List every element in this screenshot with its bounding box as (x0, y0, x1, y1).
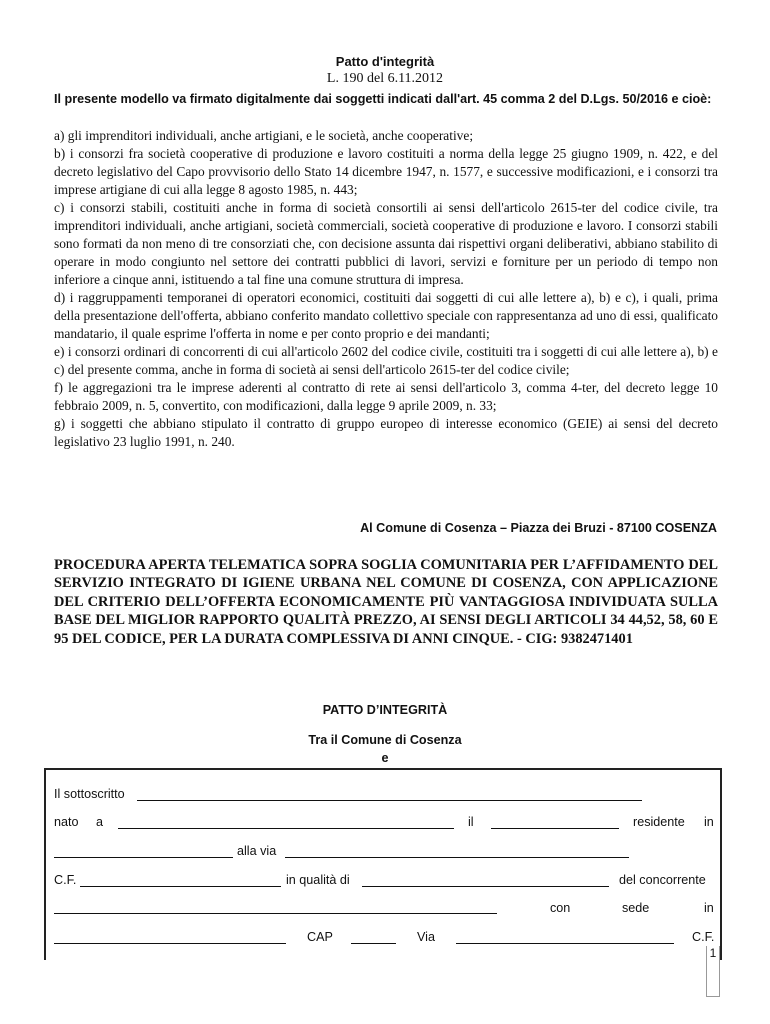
list-item: g) i soggetti che abbiano stipulato il contratto di gruppo europeo di interesse economico (GEIE) ai sensi del decreto legislativo 23 luglio 1991, n. 240. (54, 416, 718, 449)
law-reference: L. 190 del 6.11.2012 (326, 71, 444, 86)
addressee: Al Comune di Cosenza – Piazza dei Bruzi - 87100 COSENZA (360, 521, 717, 535)
residence-city-field[interactable] (54, 857, 233, 858)
sede-street-field[interactable] (456, 943, 674, 944)
patto-heading: PATTO D’INTEGRITÀ (322, 703, 448, 717)
cap-field[interactable] (351, 943, 396, 944)
sottoscritto-field[interactable] (137, 800, 642, 801)
concorrente-label: del concorrente (619, 873, 706, 887)
residente-label: residente (633, 815, 685, 829)
cf-field[interactable] (80, 886, 281, 887)
sottoscritto-label: Il sottoscritto (54, 787, 125, 801)
residence-street-field[interactable] (285, 857, 629, 858)
in-label: in (704, 815, 714, 829)
il-label: il (468, 815, 474, 829)
page-number: 1 (706, 946, 720, 997)
procedure-title: PROCEDURA APERTA TELEMATICA SOPRA SOGLIA COMUNITARIA PER L’AFFIDAMENTO DEL SERVIZIO INTEGRATO DI IGIENE URBANA NEL COMUNE DI COSENZA, CON APPLICAZIONE DEL CRITERIO DELL’OFFERTA ECONOMICAMENTE PIÙ VANTAGGIOSA INDIVIDUATA SULLA BASE DEL MIGLIOR RAPPORTO QUALITÀ PREZZO, AI SENSI DEGLI ARTICOLI 34 44,52, 58, 60 E 95 DEL CODICE, PER LA DURATA COMPLESSIVA DI ANNI CINQUE. - CIG: 9382471401 (54, 557, 718, 647)
concorrente-field[interactable] (54, 913, 497, 914)
in-sede-label: in (704, 901, 714, 915)
birthdate-field[interactable] (491, 828, 619, 829)
intro-paragraph: Il presente modello va firmato digitalmente dai soggetti indicati dall'art. 45 comma 2 del D.Lgs. 50/2016 e cioè: (54, 92, 712, 106)
list-item: f) le aggregazioni tra le imprese aderenti al contratto di rete ai sensi dell'articolo 3, comma 4-ter, del decreto legge 10 febbraio 2009, n. 5, convertito, con modificazioni, dalla legge 9 aprile 2009, n. 33; (54, 380, 718, 413)
subjects-list (54, 127, 718, 451)
list-item: c) i consorzi stabili, costituiti anche in forma di società consortili ai sensi dell'articolo 2615-ter del codice civile, tra imprenditori individuali, anche artigiani, società commerciali, società cooperative di produzione e lavoro. I consorzi stabili sono formati da non meno di tre consorziati che, con decisione assunta dai rispettivi organi deliberativi, abbiano stabilito di operare in modo congiunto nel settore dei contratti pubblici di lavori, servizi e forniture per un periodo di tempo non inferiore a cinque anni, istituendo a tal fine una comune struttura di impresa. (54, 200, 718, 287)
sede-city-field[interactable] (54, 943, 286, 944)
cf-label: C.F. (54, 873, 77, 887)
qualita-label: in qualità di (286, 873, 350, 887)
parties-line: Tra il Comune di Cosenza (308, 733, 462, 747)
document-title: Patto d'integrità (335, 54, 435, 69)
nato-label: nato (54, 815, 79, 829)
cap-label: CAP (307, 930, 333, 944)
list-item: a) gli imprenditori individuali, anche artigiani, e le società, anche cooperative; (54, 128, 474, 143)
list-item: d) i raggruppamenti temporanei di operatori economici, costituiti dai soggetti di cui alle lettere a), b) e c), i quali, prima della presentazione dell'offerta, abbiano conferito mandato collettivo speciale con rappresentanza ad uno di essi, qualificato mandatario, il quale esprime l'offerta in nome e per conto proprio e dei mandanti; (54, 290, 718, 341)
a-label: a (96, 815, 104, 829)
con-label: con (550, 901, 571, 915)
qualita-field[interactable] (362, 886, 609, 887)
sede-label: sede (622, 901, 650, 915)
list-item: b) i consorzi fra società cooperative di produzione e lavoro costituiti a norma della legge 25 giugno 1909, n. 422, e del decreto legislativo del Capo provvisorio dello Stato 14 dicembre 1947, n. 1577, e successive modificazioni, e i consorzi tra imprese artigiane di cui alla legge 8 agosto 1985, n. 443; (54, 146, 718, 197)
list-item: e) i consorzi ordinari di concorrenti di cui all'articolo 2602 del codice civile, costituiti tra i soggetti di cui alle lettere a), b) e c) del presente comma, anche in forma di società ai sensi dell'articolo 2615-ter del codice civile; (54, 344, 718, 377)
via-label: Via (417, 930, 435, 944)
birthplace-field[interactable] (118, 828, 454, 829)
form-box (44, 768, 722, 960)
alla-via-label: alla via (237, 844, 277, 858)
cf2-label: C.F. (692, 930, 715, 944)
conjunction: e (381, 751, 389, 765)
